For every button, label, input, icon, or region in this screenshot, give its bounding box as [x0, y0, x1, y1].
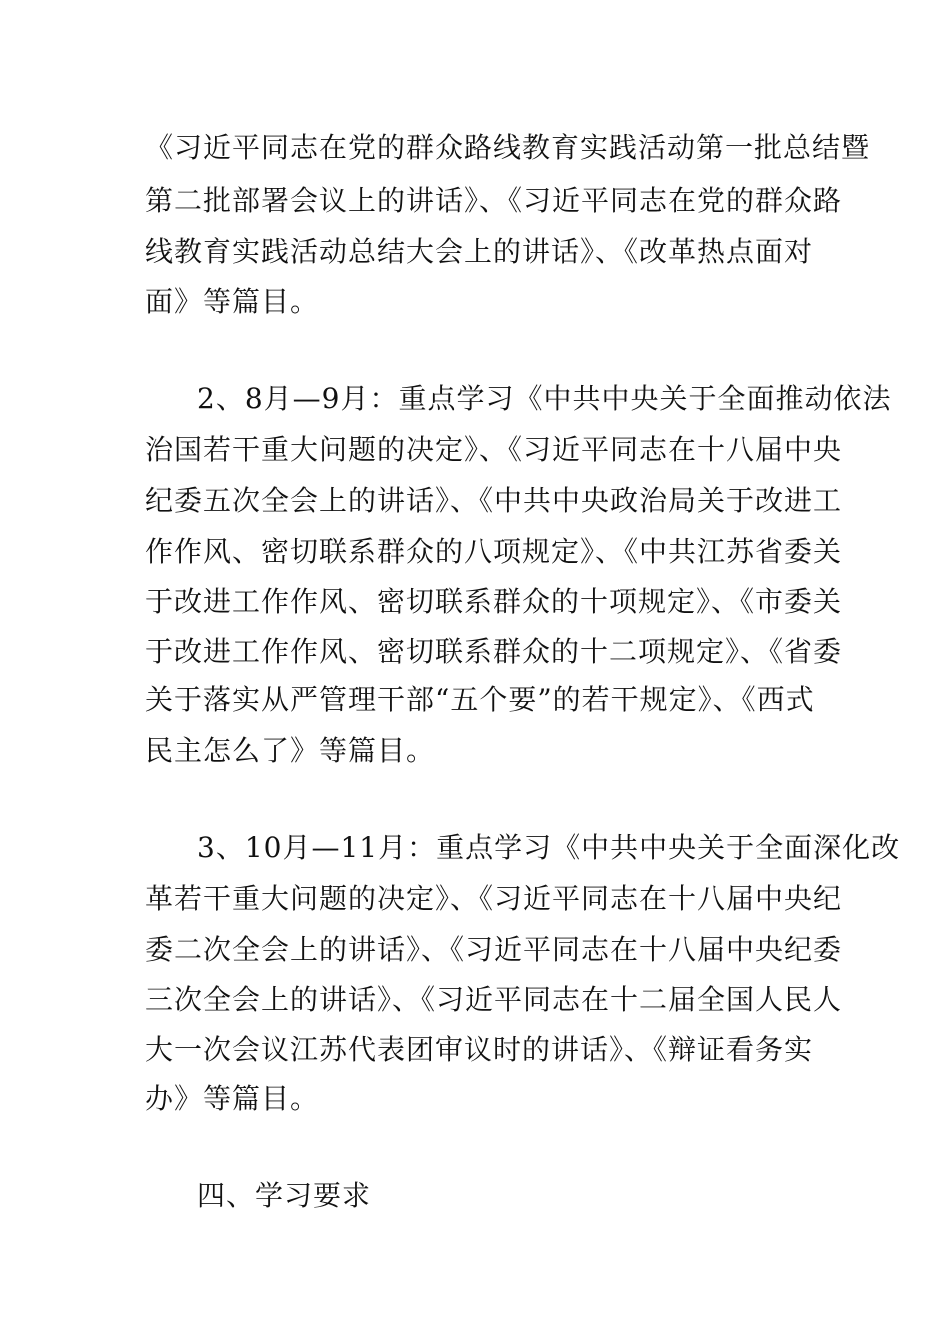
paragraph-3-line-5: 大一次会议江苏代表团审议时的讲话》、《辩证看务实 [145, 1033, 814, 1066]
paragraph-2-line-8: 民主怎么了》等篇目。 [145, 734, 436, 767]
paragraph-3-line-2: 革若干重大问题的决定》、《习近平同志在十八届中央纪 [145, 882, 843, 915]
paragraph-1-line-2: 第二批部署会议上的讲话》、《习近平同志在党的群众路 [145, 184, 843, 217]
paragraph-2-line-2: 治国若干重大问题的决定》、《习近平同志在十八届中央 [145, 433, 843, 466]
paragraph-1-line-1: 《习近平同志在党的群众路线教育实践活动第一批总结暨 [145, 131, 871, 164]
paragraph-3-line-3: 委二次全会上的讲话》、《习近平同志在十八届中央纪委 [145, 933, 843, 966]
paragraph-2-line-7: 关于落实从严管理干部“五个要”的若干规定》、《西式 [145, 683, 815, 716]
paragraph-1-line-3: 线教育实践活动总结大会上的讲话》、《改革热点面对 [145, 235, 814, 268]
paragraph-2-line-3: 纪委五次全会上的讲话》、《中共中央政治局关于改进工 [145, 484, 843, 517]
paragraph-2-line-6: 于改进工作作风、密切联系群众的十二项规定》、《省委 [145, 635, 843, 668]
paragraph-2-line-4: 作作风、密切联系群众的八项规定》、《中共江苏省委关 [145, 535, 843, 568]
paragraph-3-line-4: 三次全会上的讲话》、《习近平同志在十二届全国人民人 [145, 983, 843, 1016]
paragraph-2-line-1: 2、8月—9月：重点学习《中共中央关于全面推动依法 [197, 382, 892, 415]
paragraph-3-line-6: 办》等篇目。 [145, 1082, 320, 1115]
paragraph-3-line-1: 3、10月—11月：重点学习《中共中央关于全面深化改 [197, 831, 901, 864]
section-heading-4: 四、学习要求 [197, 1179, 372, 1212]
paragraph-1-line-4: 面》等篇目。 [145, 285, 320, 318]
paragraph-2-line-5: 于改进工作作风、密切联系群众的十项规定》、《市委关 [145, 585, 843, 618]
